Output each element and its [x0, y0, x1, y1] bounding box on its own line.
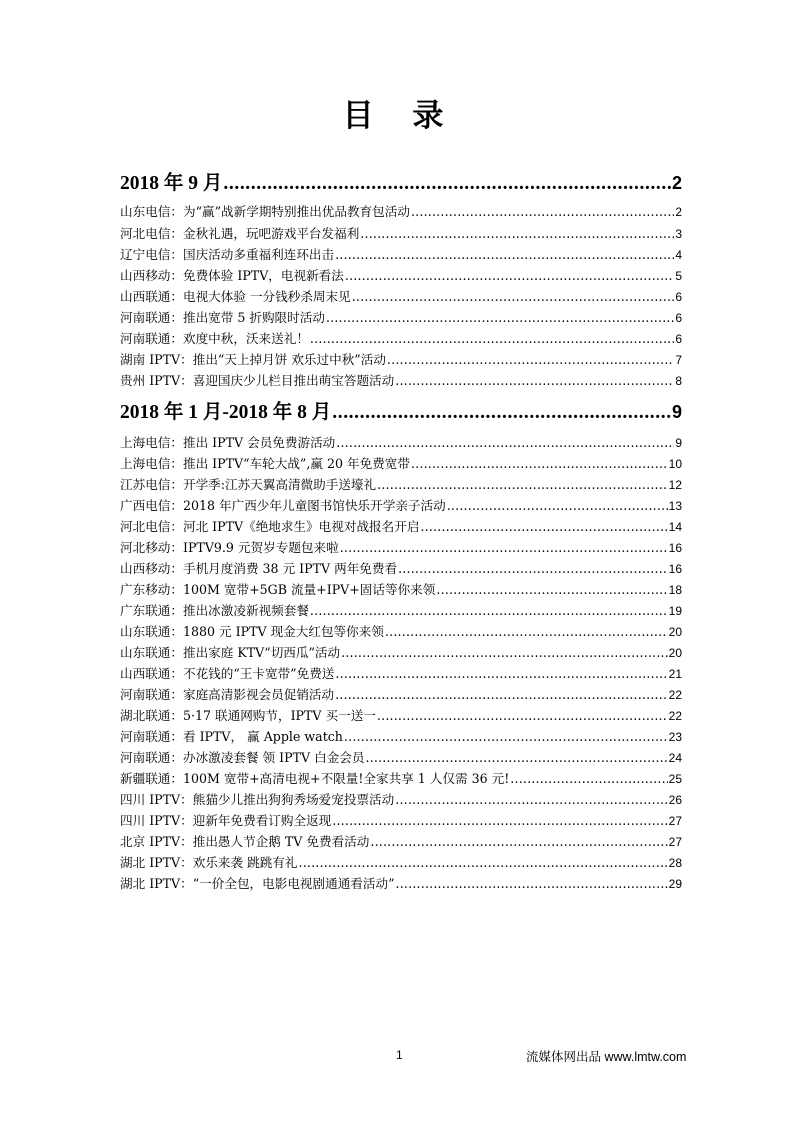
toc-entry-page: 20 [668, 646, 682, 660]
toc-entry[interactable] [120, 330, 682, 348]
toc-entry-label: 山东联通：推出家庭 KTV“切西瓜”活动 [120, 645, 341, 660]
toc-entry-page: 10 [668, 457, 682, 471]
toc-entry[interactable] [120, 833, 682, 851]
toc-leader-dots [336, 434, 674, 452]
toc-leader-dots [341, 644, 668, 662]
toc-entry-label: 上海电信：推出 IPTV“车轮大战”,赢 20 年免费宽带 [120, 456, 410, 471]
toc-entry[interactable] [120, 686, 682, 704]
toc-leader-dots [447, 497, 668, 515]
toc-entry[interactable] [120, 623, 682, 641]
toc-entry-label: 贵州 IPTV：喜迎国庆少儿栏目推出萌宝答题活动 [120, 373, 395, 388]
toc-leader-dots [395, 791, 667, 809]
toc-entry[interactable] [120, 602, 682, 620]
toc-entry-page: 25 [668, 772, 682, 786]
toc-entry-page: 13 [668, 499, 682, 513]
toc-entry-page: 21 [668, 667, 682, 681]
toc-section-page: 2 [671, 173, 682, 193]
footer-page-number: 1 [396, 1048, 403, 1062]
toc-entry[interactable] [120, 707, 682, 725]
toc-entry-label: 四川 IPTV：熊猫少儿推出狗狗秀场爱宠投票活动 [120, 792, 395, 807]
toc-leader-dots [396, 875, 668, 893]
toc-entry-label: 山东电信：为“赢”战新学期特别推出优品教育包活动 [120, 204, 410, 219]
toc-entry-page: 14 [668, 520, 682, 534]
toc-entry-label: 广西电信：2018 年广西少年儿童图书馆快乐开学亲子活动 [120, 498, 446, 513]
toc-section-2018-01-08[interactable] [120, 398, 682, 427]
toc-entry-label: 辽宁电信：国庆活动多重福利连环出击 [120, 247, 335, 262]
toc-section-label: 2018 年 9 月 [120, 173, 223, 194]
toc-entry-page: 23 [668, 730, 682, 744]
toc-entry-page: 3 [675, 227, 682, 241]
toc-entry-page: 26 [668, 793, 682, 807]
toc-leader-dots [420, 518, 667, 536]
toc-leader-dots [387, 351, 674, 369]
toc-section-2018-09[interactable] [120, 169, 682, 198]
toc-leader-dots [436, 581, 667, 599]
toc-entry-label: 四川 IPTV：迎新年免费看订购全返现 [120, 813, 332, 828]
toc-entry-label: 山东联通：1880 元 IPTV 现金大红包等你来领 [120, 624, 384, 639]
toc-entry-page: 9 [675, 436, 682, 450]
toc-entry-page: 16 [668, 541, 682, 555]
toc-entry-label: 河北电信：金秋礼遇，玩吧游戏平台发福利 [120, 226, 360, 241]
toc-entry[interactable] [120, 203, 682, 221]
toc-entry-page: 20 [668, 625, 682, 639]
toc-entry-page: 8 [675, 374, 682, 388]
toc-entry[interactable] [120, 434, 682, 452]
toc-entry-label: 河南联通：办冰激凌套餐 领 IPTV 白金会员 [120, 750, 365, 765]
toc-entry-label: 河北电信：河北 IPTV《绝地求生》电视对战报名开启 [120, 519, 420, 534]
toc-entry-page: 24 [668, 751, 682, 765]
toc-entry-label: 新疆联通：100M 宽带+高清电视+不限量!全家共享 1 人仅需 36 元! [120, 771, 510, 786]
toc-leader-dots [365, 749, 667, 767]
toc-entry[interactable] [120, 560, 682, 578]
toc-entry-page: 22 [668, 709, 682, 723]
toc-entry[interactable] [120, 812, 682, 830]
toc-entry-label: 湖北联通：5·17 联通网购节，IPTV 买一送一 [120, 708, 376, 723]
toc-entry-label: 广东联通：推出冰激凌新视频套餐 [120, 603, 309, 618]
toc-leader-dots [326, 309, 674, 327]
toc-entry[interactable] [120, 267, 682, 285]
toc-entry-page: 6 [675, 311, 682, 325]
toc-entry-label: 山西移动：手机月度消费 38 元 IPTV 两年免费看 [120, 561, 398, 576]
toc-entry-label: 湖北 IPTV：欢乐来袭 跳跳有礼 [120, 855, 298, 870]
toc-leader-dots [370, 833, 667, 851]
toc-leader-dots [298, 854, 667, 872]
toc-entry-label: 山西联通：不花钱的“王卡宽带”免费送 [120, 666, 335, 681]
toc-entry[interactable] [120, 791, 682, 809]
toc-entry-label: 河南联通：家庭高清影视会员促销活动 [120, 687, 335, 702]
toc-leader-dots [345, 267, 674, 285]
toc-entry[interactable] [120, 309, 682, 327]
toc-entry-label: 河南联通：推出宽带 5 折购限时活动 [120, 310, 325, 325]
toc-entry-label: 山西联通：电视大体验 一分钱秒杀周末见 [120, 289, 351, 304]
toc-entry[interactable] [120, 476, 682, 494]
toc-entry-label: 湖北 IPTV：“一价全包，电影电视剧通通看活动” [120, 876, 395, 891]
toc-entry-page: 2 [675, 205, 682, 219]
toc-entry[interactable] [120, 455, 682, 473]
toc-leader-dots [377, 707, 668, 725]
toc-leader-dots [335, 686, 668, 704]
toc-entry[interactable] [120, 665, 682, 683]
toc-leader-dots [360, 225, 674, 243]
toc-entry-label: 湖南 IPTV：推出“天上掉月饼 欢乐过中秋”活动 [120, 352, 386, 367]
toc-leader-dots [335, 246, 674, 264]
toc-entry[interactable] [120, 246, 682, 264]
toc-entry[interactable] [120, 351, 682, 369]
toc-leader-dots [411, 455, 668, 473]
toc-entry-label: 广东移动：100M 宽带+5GB 流量+IPV+固话等你来领 [120, 582, 436, 597]
toc-entry-label: 河南联通：欢度中秋，沃来送礼！ [120, 331, 309, 346]
toc-leader-dots [340, 539, 668, 557]
toc-entry-page: 16 [668, 562, 682, 576]
toc-leader-dots [395, 372, 674, 390]
toc-leader-dots [377, 476, 668, 494]
toc-entry[interactable] [120, 854, 682, 872]
toc-entry-page: 4 [675, 248, 682, 262]
toc-entry-label: 北京 IPTV：推出愚人节企鹅 TV 免费看活动 [120, 834, 370, 849]
toc-leader-dots [344, 728, 668, 746]
toc-entry-label: 江苏电信：开学季:江苏天翼高清微助手送壕礼 [120, 477, 377, 492]
toc-entry[interactable] [120, 728, 682, 746]
toc-entry-page: 6 [675, 332, 682, 346]
toc-entry[interactable] [120, 644, 682, 662]
toc-entry-label: 河南联通：看 IPTV， 赢 Apple watch [120, 729, 343, 744]
toc-entry-label: 山西移动：免费体验 IPTV，电视新看法 [120, 268, 344, 283]
toc-entry-page: 6 [675, 290, 682, 304]
toc-entry-page: 7 [675, 353, 682, 367]
toc-leader-dots [352, 288, 675, 306]
toc-leader-dots [310, 330, 674, 348]
toc-entry-page: 27 [668, 814, 682, 828]
toc-leader-dots [385, 623, 668, 641]
toc-entry[interactable] [120, 875, 682, 893]
toc-entry-page: 22 [668, 688, 682, 702]
toc-entry[interactable] [120, 225, 682, 243]
page-title: 目 录 [342, 98, 458, 134]
toc-entry[interactable] [120, 581, 682, 599]
toc-entry-label: 河北移动：IPTV9.9 元贺岁专题包来啦 [120, 540, 339, 555]
footer-brand: 流媒体网出品 www.lmtw.com [526, 1050, 687, 1064]
toc-entry[interactable] [120, 539, 682, 557]
toc-entry-page: 27 [668, 835, 682, 849]
toc-leader-dots [398, 560, 668, 578]
toc-entry-page: 5 [675, 269, 682, 283]
toc-leader-dots [411, 203, 674, 221]
toc-leader-dots [510, 770, 667, 788]
toc-entry-page: 28 [668, 856, 682, 870]
toc-leader-dots [223, 170, 671, 198]
toc-leader-dots [332, 812, 667, 830]
toc-entry-label: 上海电信：推出 IPTV 会员免费游活动 [120, 435, 336, 450]
toc-entry-page: 29 [668, 877, 682, 891]
toc-leader-dots [335, 665, 667, 683]
toc-section-page: 9 [671, 402, 682, 422]
toc-leader-dots [310, 602, 668, 620]
toc-entry-page: 18 [668, 583, 682, 597]
toc-entry[interactable] [120, 288, 682, 306]
toc-entry[interactable] [120, 770, 682, 788]
toc-entry[interactable] [120, 518, 682, 536]
toc-leader-dots [332, 399, 671, 427]
toc-entry-page: 12 [668, 478, 682, 492]
toc-entry-page: 19 [668, 604, 682, 618]
toc-entry[interactable] [120, 497, 682, 515]
toc-entry[interactable] [120, 749, 682, 767]
toc-entry[interactable] [120, 372, 682, 390]
toc-section-label: 2018 年 1 月-2018 年 8 月 [120, 402, 332, 423]
